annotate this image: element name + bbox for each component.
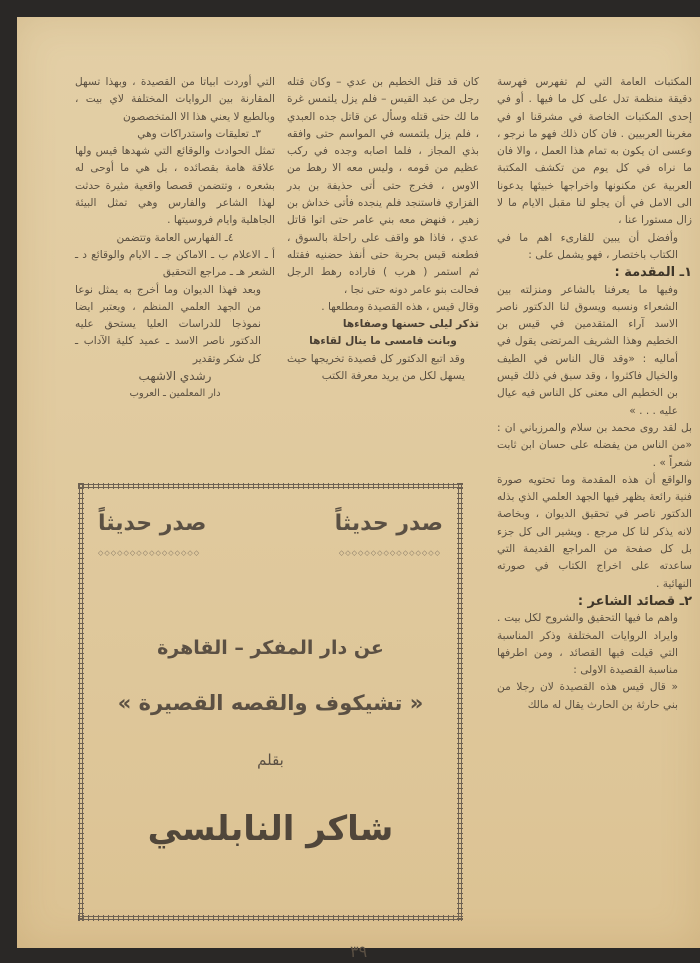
ad-border-right xyxy=(457,483,463,921)
author-affiliation: دار المعلمين ـ العروب xyxy=(129,388,221,400)
paragraph: أ ـ الاعلام ب ـ الاماكن جـ ـ الايام والوقائع د ـ الشعر هـ ـ مراجع التحقيق xyxy=(75,248,275,279)
paragraph: واهم ما فيها التحقيق والشروح لكل بيت . وايراد الروايات المختلفة وذكر المناسبة التي قيلت فيها القصائد ، ومن اطرفها مناسبة القصيدة الاولى : xyxy=(497,612,678,677)
paragraph: المكتبات العامة التي لم تفهرس فهرسة دقيقة منظمة تدل على كل ما فيها . أو في إحدى المكتبات الخاصة في مشرقنا او في مغربنا العربيين . فان كان ذلك فهو ما نرجو ، وعسى ان يكون به تمام هذا العمل ، والا فان ما نراه في كل يوم من تكشف المكتبة العربية عن مكنونها واخراجها خبيئها يدعونا الى الامل في أن يجلو لنا مقبل الايام ما لا زال مستورا عنا ، xyxy=(497,76,692,227)
column-right xyxy=(497,74,692,714)
ad-border-bottom xyxy=(78,915,463,921)
paragraph: وفيها ما يعرفنا بالشاعر ومنزلته بين الشعراء ونسبه ويسوق لنا الدكتور ناصر الاسد آراء المتقدمين في قيس بن الخطيم وهذا الشريف المرتضى يقول في أماليه : «وقد قال الناس في الطيف والخيال فاكثروا ، وقد سبق في ذلك قيس بن الخطيم الى معنى كل الناس فيه عيال عليه . . . » xyxy=(497,283,678,417)
ad-title-left: صدر حديثاً xyxy=(98,511,207,536)
paragraph: كان قد قتل الخطيم بن عدي – وكان قتله رجل من عبد القيس – فلم يزل يلتمس غرة ما لك حتى قتله وسأل عن قاتل جده العبدي ، فلم يزل يلتمسه في المواسم حتى وافقه بذي المجاز ، فلما اصابه وجده في ركب عظيم من قومه ، وليس معه الا رهط من الاوس ، فخرج حتى أتى حذيفة بن بدر الفزاري فاستنجد فلم ينجده فأتى خداش بن زهير ، فنهض معه بني عامر حتى اتوا قاتل عدي ، فاذا هو واقف على راحلة بالسوق ، فطعنه قيس بحربة حتى أنفذ حضنيه فقتله ثم استمر ( هرب ) فاراده رهط الرجل فحالت بنو عامر دونه حتى نجا ، xyxy=(287,76,479,296)
ad-author: شاكر النابلسي xyxy=(147,809,394,849)
column-left xyxy=(75,74,275,403)
ad-content xyxy=(84,489,457,915)
paragraph: تمثل الحوادث والوقائع التي شهدها قيس ولها علاقة هامة بقصائده ، بل هي ما أوحى له بشعره ، وتتضمن قصصا واقعية مثيرة حدثت لهذا الشاعر والفارس وهي تمثل البيئة الجاهلية وايام فروسيتها . xyxy=(75,145,275,227)
ad-by-label: بقلم xyxy=(257,751,284,769)
poem-verse: تذكر ليلى حسنها وصفاءها xyxy=(342,318,479,331)
section-heading-indexes: ٤ـ الفهارس العامة وتتضمن xyxy=(116,231,234,244)
paragraph: وقد اتبع الدكتور كل قصيدة تخريجها حيث يسهل لكل من يريد معرفة الكتب xyxy=(287,352,465,383)
section-heading-comments: ٣ـ تعليقات واستدراكات وهي xyxy=(137,127,261,140)
ad-title-right: صدر حديثاً xyxy=(334,511,443,536)
ad-dots-divider: ◇◇◇◇◇◇◇◇◇◇◇◇◇◇◇◇ xyxy=(338,549,441,557)
page-number: ٣٩ xyxy=(350,942,368,961)
section-heading-poems: ٢ـ قصائد الشاعر : xyxy=(577,593,692,609)
ad-book-title: « تشيكوف والقصه القصيرة » xyxy=(117,691,424,715)
column-middle xyxy=(287,74,479,385)
paragraph: وأفضل أن يبين للقارىء اهم ما في الكتاب باختصار ، فهو يشمل على : xyxy=(497,231,678,261)
ad-dots-divider: ◇◇◇◇◇◇◇◇◇◇◇◇◇◇◇◇ xyxy=(98,549,201,557)
ad-publisher: عن دار المفكر – القاهرة xyxy=(157,637,384,659)
advertisement-box xyxy=(78,483,463,921)
paragraph: وبعد فهذا الديوان وما أخرج به يمثل نوعا من الجهد العلمي المنظم ، ويعتبر ايضا نموذجا للدراسات العليا يستحق عليه الدكتور ناصر الاسد ـ عميد كلية الآداب ـ كل شكر وتقدير xyxy=(75,283,261,365)
paragraph: التي أوردت ابياتا من القصيدة ، وبهذا تسهل المقارنة بين الروايات المختلفة لاي بيت ، وبالطبع لا يعني هذا الا المتخصصون xyxy=(75,76,275,123)
paragraph: « قال قيس هذه القصيدة لان رجلا من بني حارثة بن الحارث يقال له مالك xyxy=(497,681,678,711)
paragraph: والواقع أن هذه المقدمة وما تحتويه صورة فنية رائعة يظهر فيها الجهد العلمي الذي بذله الدكتور ناصر في تحقيق الديوان ، وبخاصة لانه يذكر لنا كل مرجع . ويشير الى كل جزء بل كل صفحة من المراجع القديمة التي ساعدته على اخراج الكتاب في صورته النهائية . xyxy=(497,473,692,590)
paragraph: بل لقد روى محمد بن سلام والمرزباني ان : «من الناس من يفضله على حسان ابن ثابت شعراً » . xyxy=(497,421,692,469)
author-signature: رشدي الاشهب xyxy=(138,369,212,384)
section-heading-introduction: ١ـ المقدمة : xyxy=(614,265,692,281)
paragraph: وقال قيس ، هذه القصيدة ومطلعها . xyxy=(321,300,479,313)
poem-verse: وبانت فامسى ما ينال لقاءها xyxy=(309,335,457,348)
magazine-page xyxy=(17,17,700,961)
